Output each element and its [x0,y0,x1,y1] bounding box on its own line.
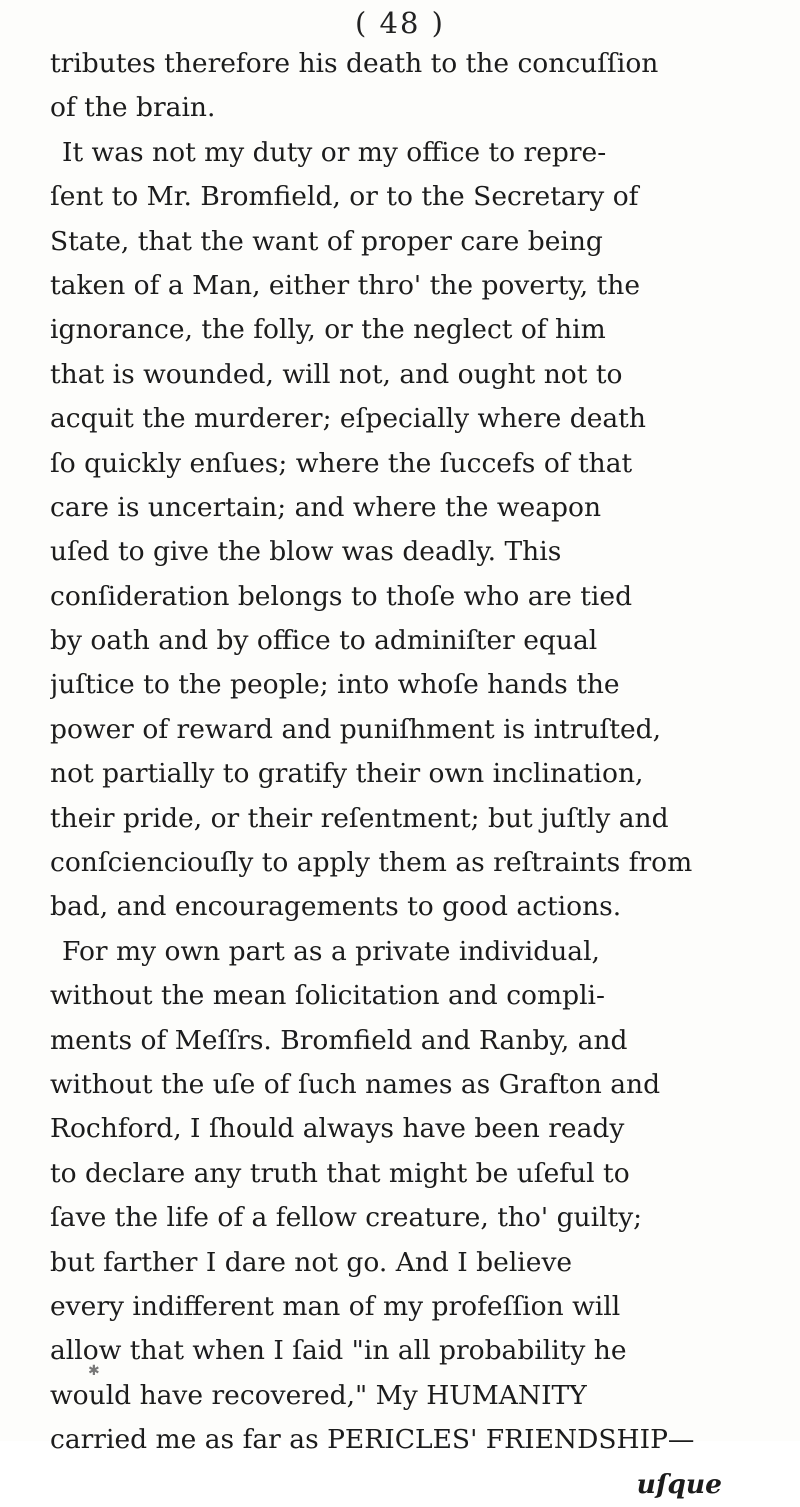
text-line: taken of a Man, either thro' the poverty, the [50,269,641,301]
text-line: State, that the want of proper care being [50,225,603,257]
text-line: but farther I dare not go. And I believe [50,1246,573,1278]
text-line: their pride, or their reſentment; but juſtly and [50,802,669,834]
body-text [50,42,762,1507]
text-line: ſo quickly enſues; where the ſuccefs of that [50,447,633,479]
text-line: of the brain. [50,92,216,124]
text-line: not partially to gratify their own inclination, [50,758,644,790]
text-line: It was not my duty or my office to repre- [62,136,607,168]
text-line: ſent to Mr. Bromfield, or to the Secretary of [50,181,639,213]
text-line: Rochford, I ſhould always have been ready [50,1113,625,1145]
text-line: every indifferent man of my profeſſion will [50,1290,621,1322]
text-line: care is uncertain; and where the weapon [50,491,602,523]
catchword: uſque [636,1468,722,1500]
text-line: ignorance, the folly, or the neglect of him [50,314,606,346]
text-line: by oath and by office to adminiſter equal [50,625,598,657]
text-line: that is wounded, will not, and ought not to [50,358,623,390]
text-line: carried me as far as PERICLES' FRIENDSHIP— [50,1424,695,1456]
text-line: bad, and encouragements to good actions. [50,891,622,923]
text-line: ments of Meſſrs. Bromfield and Ranby, and [50,1024,628,1056]
text-line: ſave the life of a fellow creature, tho' guilty; [50,1202,643,1234]
text-line: juſtice to the people; into whoſe hands the [50,669,620,701]
text-line: uſed to give the blow was deadly. This [50,536,562,568]
page-header: ( 48 ) [355,6,445,40]
text-line: without the mean ſolicitation and compli- [50,980,605,1012]
text-line: would have recovered," My HUMANITY [50,1379,587,1411]
text-line: acquit the murderer; eſpecially where death [50,403,646,435]
text-line: without the uſe of ſuch names as Grafton and [50,1068,661,1100]
text-line: tributes therefore his death to the concuſſion [50,48,659,79]
text-line: to declare any truth that might be uſeful to [50,1157,630,1189]
text-line: conſideration belongs to thoſe who are tied [50,580,633,612]
text-line: power of reward and puniſhment is intruſted, [50,713,662,745]
stray-mark: ✱ [88,1363,100,1379]
text-line: conſcienciouſly to apply them as reſtraints from [50,847,693,879]
text-line: For my own part as a private individual, [62,935,600,967]
text-line: allow that when I ſaid "in all probability he [50,1335,627,1367]
